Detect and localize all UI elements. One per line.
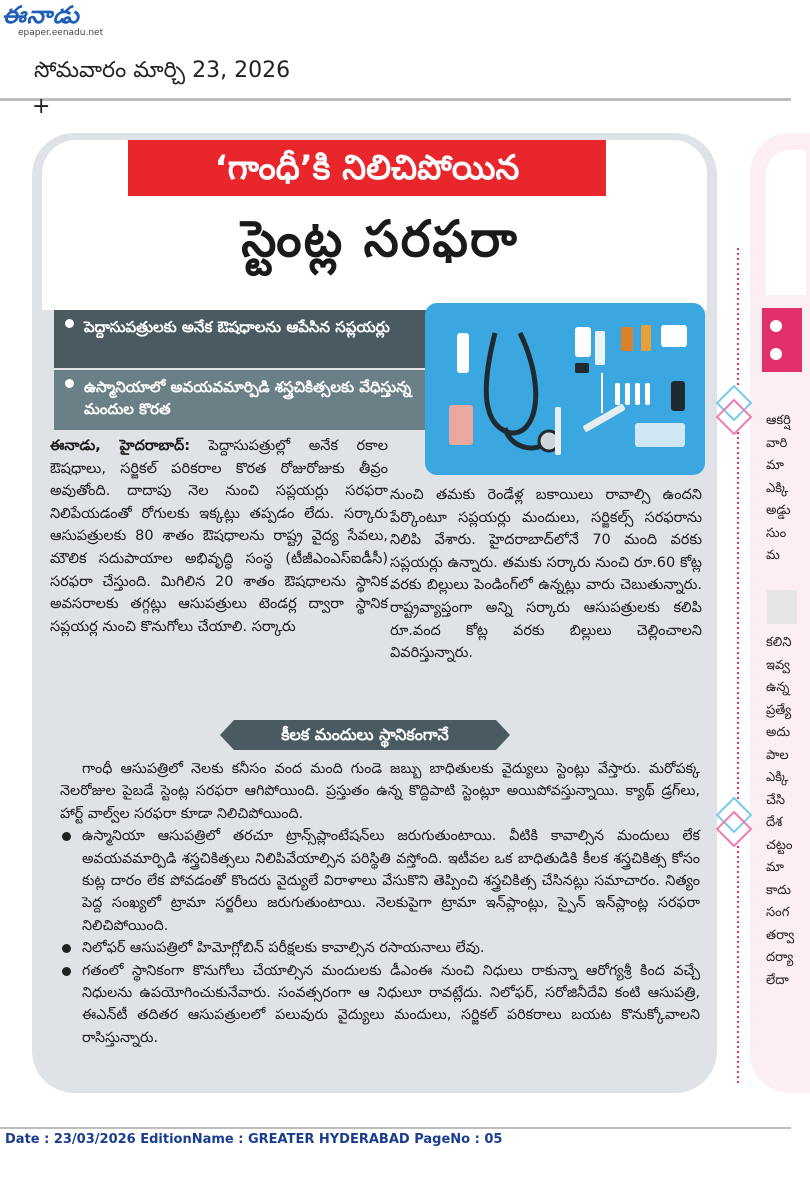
list-item	[60, 825, 700, 937]
side-line: ఆకర్షి	[766, 413, 791, 428]
side-line: మా	[766, 458, 784, 473]
side-line: సుం	[766, 525, 787, 541]
list-item-text: నిలోఫర్ ఆసుపత్రిలో హిమోగ్లోబిన్ పరీక్షలకు కావాల్సిన రసాయనాలు లేవు.	[82, 940, 485, 957]
list-item	[60, 960, 700, 1050]
side-line: ఇవ్వ	[766, 657, 791, 673]
list-item-text: గతంలో స్థానికంగా కొనుగోలు చేయాల్సిన మందులకు డీఎంఈ నుంచి నిధులు రాకున్నా ఆరోగ్యశ్రీ కింద వచ్చే నిధులను ఉపయోగించుకునేవారు. సంవత్సరంగా ఆ నిధులూ రావట్లేదు. నిలోఫర్, సరోజినీదేవి కంటి ఆసుపత్రి, ఈఎన్‌టీ తదితర ఆసుపత్రులలో పలువురు వైద్యులు మందులు, సర్జికల్ పరికరాలు బయట కొనుక్కోవాలని రాసిస్తున్నారు.	[82, 962, 700, 1046]
medical-supplies-photo	[425, 303, 705, 475]
side-line: వారి	[766, 435, 788, 451]
side-line: దేశ	[766, 815, 783, 830]
side-article-text-lower	[766, 632, 796, 992]
bullet-dot-icon	[62, 944, 71, 953]
header-divider	[0, 98, 791, 101]
side-line: చేసి	[766, 792, 786, 808]
article-paragraph-1	[50, 435, 388, 638]
logo-url: epaper.eenadu.net	[18, 28, 104, 38]
side-line: మా	[766, 860, 784, 875]
medical-supplies-illustration	[425, 303, 705, 475]
logo-text: ఈనాడు	[2, 1, 80, 29]
side-article-subheading	[767, 590, 797, 624]
side-line: కలిని	[766, 635, 792, 650]
side-line: కాదు	[766, 882, 791, 898]
paragraph-1-text: పెద్దాసుపత్రుల్లో అనేక రకాల ఔషధాలు, సర్జికల్ పరికరాల కొరత రోజురోజుకు తీవ్రం అవుతోంది. దాదాపు నెల నుంచి సప్లయర్లు సరఫరా నిలిపేయడంతో రోగులకు ఇక్కట్లు తప్పడం లేదు. సర్కారు ఆసుపత్రులకు 80 శాతం ఔషధాలను రాష్ట్ర వైద్య సేవలు, మౌలిక సదుపాయాల అభివృద్ధి సంస్థ (టీజీఎంఎస్ఐడీసీ) సరఫరా చేస్తుంది. మిగిలిన 20 శాతం ఔషధాలను స్థానిక అవసరాలకు తగ్గట్లు ఆసుపత్రులు టెండర్ల ద్వారా స్థానిక సప్లయర్ల నుంచి కొనుగోలు చేయాలి. సర్కారు	[50, 438, 388, 635]
side-article-text-upper	[766, 410, 796, 568]
article-paragraph-2: నుంచి తమకు రెండేళ్ల బకాయిలు రావాల్సి ఉందని పేర్కొంటూ సప్లయర్లు మందులు, సర్జికల్స్ సరఫరాను నిలిపి వేశారు. హైదరాబాద్‌లోనే 70 మంది వరకు సప్లయర్లు ఉన్నారు. తమకు సర్కారు నుంచి రూ.60 కోట్ల వరకు బిల్లులు పెండింగ్‌లో ఉన్నట్లు వారు చెబుతున్నారు. రాష్ట్రవ్యాప్తంగా అన్ని సర్కారు ఆసుపత్రులకు కలిపి రూ.వంద కోట్ల వరకు బిల్లులు చెల్లించాలని వివరిస్తున్నారు.	[390, 487, 702, 662]
highlight-bullet-text: పెద్దాసుపత్రులకు అనేక ఔషధాలను ఆపేసిన సప్లయర్లు	[84, 318, 390, 336]
column-divider	[737, 846, 739, 1086]
side-article-highlight-bar	[762, 308, 802, 372]
side-line: తర్వా	[766, 927, 795, 943]
highlight-bullet-text: ఉస్మానియాలో అవయవమార్పిడి శస్త్రచికిత్సలకు వేధిస్తున్న మందుల కొరత	[84, 378, 412, 418]
side-article-headline-area	[766, 150, 806, 295]
side-line: సంగ	[766, 905, 790, 920]
page-date: సోమవారం మార్చి 23, 2026	[34, 58, 291, 83]
byline: ఈనాడు, హైదరాబాద్:	[50, 438, 191, 454]
side-line: ఎక్కి	[766, 770, 789, 785]
bullet-dot-icon	[65, 319, 74, 328]
side-line: లేదా	[766, 972, 789, 988]
article-section-2	[60, 758, 700, 1049]
column-divider	[737, 248, 739, 388]
side-line: అడ్డు	[766, 503, 791, 518]
highlight-bullet-2	[54, 370, 432, 430]
column-divider	[737, 432, 739, 802]
list-item-text: ఉస్మానియా ఆసుపత్రిలో తరచూ ట్రాన్స్‌ప్లాంటేషన్‌లు జరుగుతుంటాయి. వీటికి కావాల్సిన మందులు లేక అవయవమార్పిడి శస్త్రచికిత్సలు నిలిపివేయాల్సిన పరిస్థితి వస్తోంది. ఇటీవల ఒక బాధితుడికి కీలక శస్త్రచికిత్స కోసం కుట్ల దారం లేక పోవడంతో కొందరు వైద్యులే విరాళాలు వేసుకొని తెప్పించి శస్త్రచికిత్స చేసినట్లు సమాచారం. నిత్యం పెద్ద సంఖ్యలో ట్రామా సర్జరీలు జరుగుతుంటాయి. నెలకుపైగా ట్రామా ఇన్‌ప్లాంట్లు, స్పైన్ ఇన్‌ప్లాంట్ల సరఫరా నిలిచిపోయింది.	[82, 828, 700, 934]
crosshair-icon: +	[32, 94, 51, 119]
bullet-dot-icon	[62, 832, 71, 841]
edition-footer: Date : 23/03/2026 EditionName : GREATER HYDERABAD PageNo : 05	[5, 1132, 503, 1147]
subheading-banner	[234, 720, 496, 750]
bullet-dot-icon	[770, 348, 782, 360]
bullet-dot-icon	[62, 967, 71, 976]
bullet-dot-icon	[770, 320, 782, 332]
section-2-lead: గాంధీ ఆసుపత్రిలో నెలకు కనీసం వంద మంది గుండె జబ్బు బాధితులకు వైద్యులు స్టెంట్లు వేస్తారు. మరోపక్క నెలరోజుల పైబడే స్టెంట్ల సరఫరా ఆగిపోయింది. ప్రస్తుతం ఉన్న కొద్దిపాటి స్టెంట్లూ అయిపోవస్తున్నాయి. క్యాథ్ డ్రగ్‌లు, హార్ట్ వాల్వ్‌ల సరఫరా కూడా నిలిచిపోయింది.	[60, 761, 700, 822]
subheading-text: కీలక మందులు స్థానికంగానే	[281, 725, 449, 744]
headline-main: స్టెంట్ల సరఫరా	[241, 210, 519, 268]
side-line: చట్టం	[766, 837, 793, 853]
bullet-dot-icon	[65, 379, 74, 388]
eenadu-logo[interactable]	[2, 2, 120, 42]
side-line: ఎక్కి	[766, 480, 789, 496]
side-line: అదు	[766, 725, 791, 740]
side-line: దర్యా	[766, 950, 794, 965]
side-line: మ	[766, 548, 780, 563]
side-line: ఉన్న	[766, 680, 790, 695]
highlight-bullet-1	[54, 310, 432, 368]
list-item	[60, 937, 700, 959]
side-line: ప్రత్యే	[766, 702, 792, 718]
headline-kicker: ‘గాంధీ’కి నిలిచిపోయిన	[128, 140, 606, 196]
footer-divider	[0, 1127, 791, 1129]
side-line: పాల	[766, 747, 789, 763]
